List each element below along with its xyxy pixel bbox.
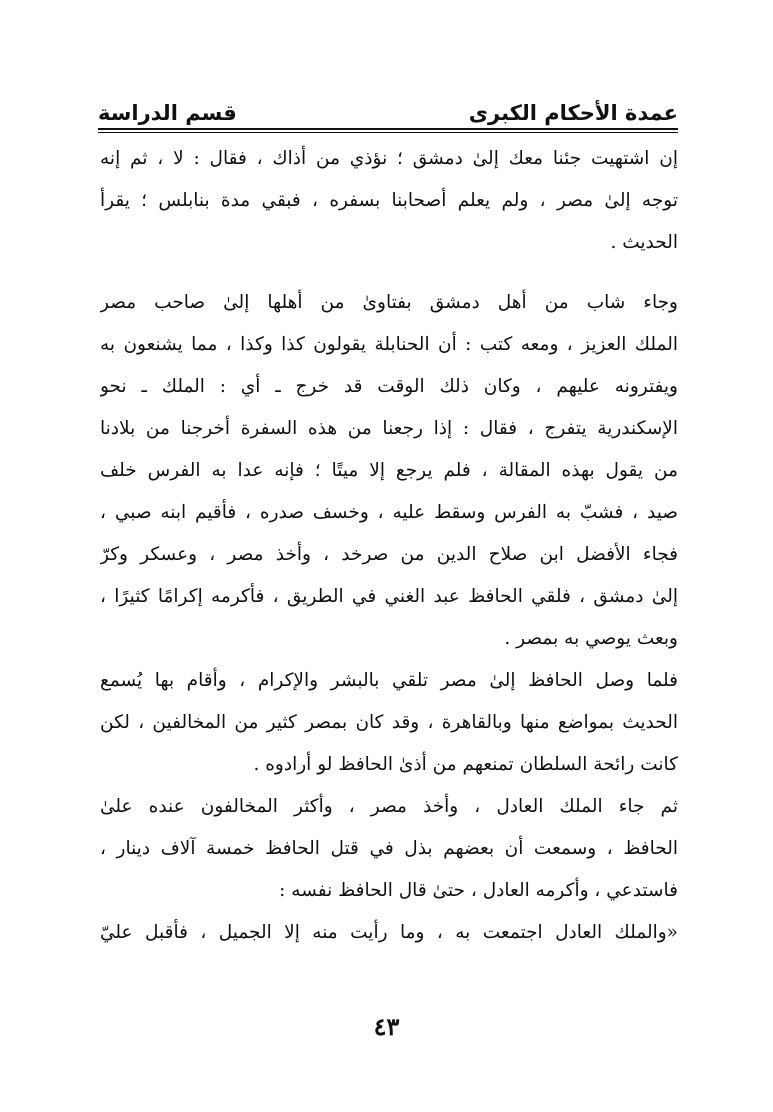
text-line: من يقول بهذه المقالة ، فلم يرجع إلا ميتًا ؛ فإنه عدا به الفرس خلف xyxy=(100,460,678,481)
header-rule-thin xyxy=(98,132,678,133)
book-title: عمدة الأحكام الكبرى xyxy=(468,101,678,125)
text-line: الحديث . xyxy=(610,232,678,253)
text-line: «والملك العادل اجتمعت به ، وما رأيت منه إلا الجميل ، فأقبل عليّ xyxy=(100,922,678,943)
text-line: صيد ، فشبّ به الفرس وسقط عليه ، وخسف صدره ، فأقيم ابنه صبي ، xyxy=(100,502,678,523)
text-line: الحافظ ، وسمعت أن بعضهم بذل في قتل الحافظ خمسة آلاف دينار ، xyxy=(100,838,678,859)
text-line: كانت رائحة السلطان تمنعهم من أذىٰ الحافظ لو أرادوه . xyxy=(253,754,678,775)
text-line: إلىٰ دمشق ، فلقي الحافظ عبد الغني في الطريق ، فأكرمه إكرامًا كثيرًا ، xyxy=(100,586,678,607)
text-line: ويفترونه عليهم ، وكان ذلك الوقت قد خرج ـ أي : الملك ـ نحو xyxy=(100,376,678,397)
paragraph-gap xyxy=(100,264,678,282)
page-number: ٤٣ xyxy=(373,1012,400,1041)
text-line: فلما وصل الحافظ إلىٰ مصر تلقي بالبشر والإكرام ، وأقام بها يُسمع xyxy=(100,670,678,691)
page-body xyxy=(100,138,678,954)
text-line: وبعث يوصي به بمصر . xyxy=(504,628,678,649)
text-line: الملك العزيز ، ومعه كتب : أن الحنابلة يقولون كذا وكذا ، مما يشنعون به xyxy=(100,334,678,355)
header-rule xyxy=(98,128,678,130)
text-line: ثم جاء الملك العادل ، وأخذ مصر ، وأكثر المخالفون عنده علىٰ xyxy=(100,796,678,817)
text-line: الحديث بمواضع منها وبالقاهرة ، وقد كان بمصر كثير من المخالفين ، لكن xyxy=(100,712,678,733)
running-header xyxy=(98,96,678,126)
section-title: قسم الدراسة xyxy=(98,101,237,125)
text-line: الإسكندرية يتفرج ، فقال : إذا رجعنا من هذه السفرة أخرجنا من بلادنا xyxy=(100,418,678,439)
text-line: توجه إلىٰ مصر ، ولم يعلم أصحابنا بسفره ، فبقي مدة بنابلس ؛ يقرأ xyxy=(100,190,678,211)
text-line: وجاء شاب من أهل دمشق بفتاوىٰ من أهلها إلىٰ صاحب مصر xyxy=(100,292,678,313)
text-line: فاستدعي ، وأكرمه العادل ، حتىٰ قال الحافظ نفسه : xyxy=(279,880,678,901)
text-line: فجاء الأفضل ابن صلاح الدين من صرخد ، وأخذ مصر ، وعسكر وكرّ xyxy=(100,544,678,565)
text-line: إن اشتهيت جئنا معك إلىٰ دمشق ؛ نؤذي من أذاك ، فقال : لا ، ثم إنه xyxy=(100,148,678,169)
